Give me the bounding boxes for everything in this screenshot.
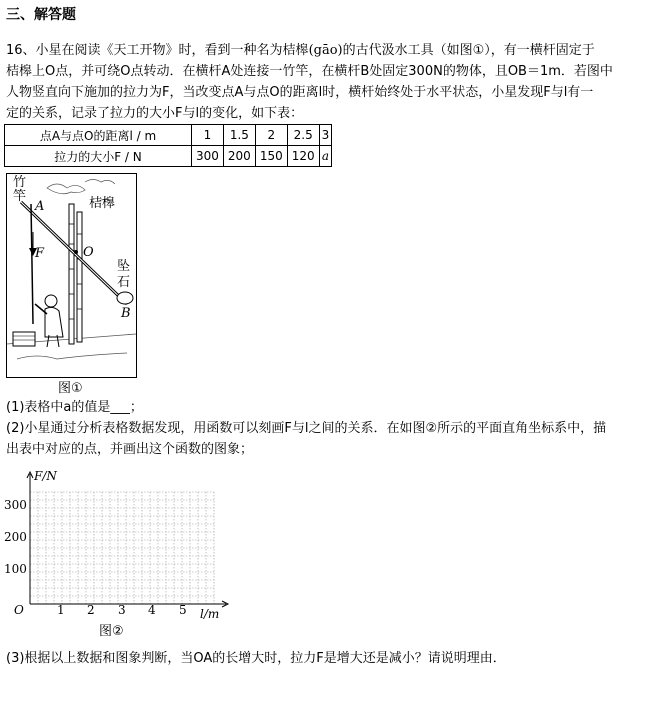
question-line-2: 桔槔上O点，并可绕O点转动．在横杆A处连接一竹竿，在横杆B处固定300N的物体，且OB＝1m．若图中	[6, 64, 613, 79]
coordinate-plane	[0, 462, 240, 622]
y-tick-300: 300	[4, 498, 27, 512]
table-cell: 120	[287, 146, 319, 167]
table-cell: 150	[255, 146, 287, 167]
x-tick-1: 1	[57, 603, 65, 617]
label-gaogao: 桔槔	[89, 196, 116, 211]
x-tick-4: 4	[148, 603, 156, 617]
x-tick-5: 5	[179, 603, 187, 617]
table-header-f: 拉力的大小F / N	[5, 146, 192, 167]
question-line-1	[6, 40, 648, 61]
pinyin: (gāo)	[308, 43, 343, 58]
table-cell: 3	[319, 125, 332, 146]
question-line-3: 人物竖直向下施加的拉力为F，当改变点A与点O的距离l时，横杆始终处于水平状态，小星发现F与l有一	[6, 85, 594, 100]
y-tick-200: 200	[4, 530, 27, 544]
data-table	[4, 124, 332, 167]
label-bamboo-1: 竹	[13, 175, 27, 190]
sub-question-1: (1)表格中a的值是___；	[6, 400, 143, 415]
table-cell: 1.5	[223, 125, 255, 146]
y-axis-label: F/N	[34, 469, 57, 483]
figure-2-grid	[0, 462, 240, 626]
table-cell: 300	[192, 146, 224, 167]
question-number: 16、	[6, 43, 36, 58]
figure-2-caption: 图②	[99, 624, 124, 639]
gaogao-drawing	[7, 174, 136, 377]
figure-1-caption: 图①	[58, 381, 83, 396]
label-bamboo-2: 竿	[13, 189, 27, 204]
label-A: A	[35, 199, 45, 214]
x-axis-label: l/m	[200, 607, 220, 621]
section-title: 三、解答题	[6, 7, 76, 23]
question-text-1b: 的古代汲水工具（如图①），有一横杆固定于	[342, 43, 595, 58]
table-cell: 1	[192, 125, 224, 146]
x-tick-3: 3	[118, 603, 126, 617]
question-text-1: 小星在阅读《天工开物》时，看到一种名为桔槔	[35, 43, 309, 58]
figure-1-illustration	[6, 173, 137, 378]
table-cell-a: a	[319, 146, 332, 167]
question-line-4: 定的关系，记录了拉力的大小F与l的变化，如下表：	[6, 106, 304, 121]
table-row	[5, 146, 332, 167]
table-cell: 200	[223, 146, 255, 167]
table-row	[5, 125, 332, 146]
table-header-l: 点A与点O的距离l / m	[5, 125, 192, 146]
label-O: O	[83, 245, 94, 260]
origin-label: O	[14, 603, 24, 617]
label-B: B	[121, 306, 131, 321]
label-F: F	[35, 246, 45, 261]
label-stone-2: 石	[117, 275, 131, 290]
table-cell: 2	[255, 125, 287, 146]
sub-question-2-line-1: (2)小星通过分析表格数据发现，用函数可以刻画F与l之间的关系．在如图②所示的平面直角坐标系中，描	[6, 421, 607, 436]
table-cell: 2.5	[287, 125, 319, 146]
label-stone-1: 坠	[117, 259, 131, 274]
x-tick-2: 2	[87, 603, 95, 617]
y-tick-100: 100	[4, 562, 27, 576]
sub-question-2-line-2: 出表中对应的点，并画出这个函数的图象；	[6, 442, 254, 457]
sub-question-3: (3)根据以上数据和图象判断，当OA的长增大时，拉力F是增大还是减小？请说明理由．	[6, 651, 506, 666]
